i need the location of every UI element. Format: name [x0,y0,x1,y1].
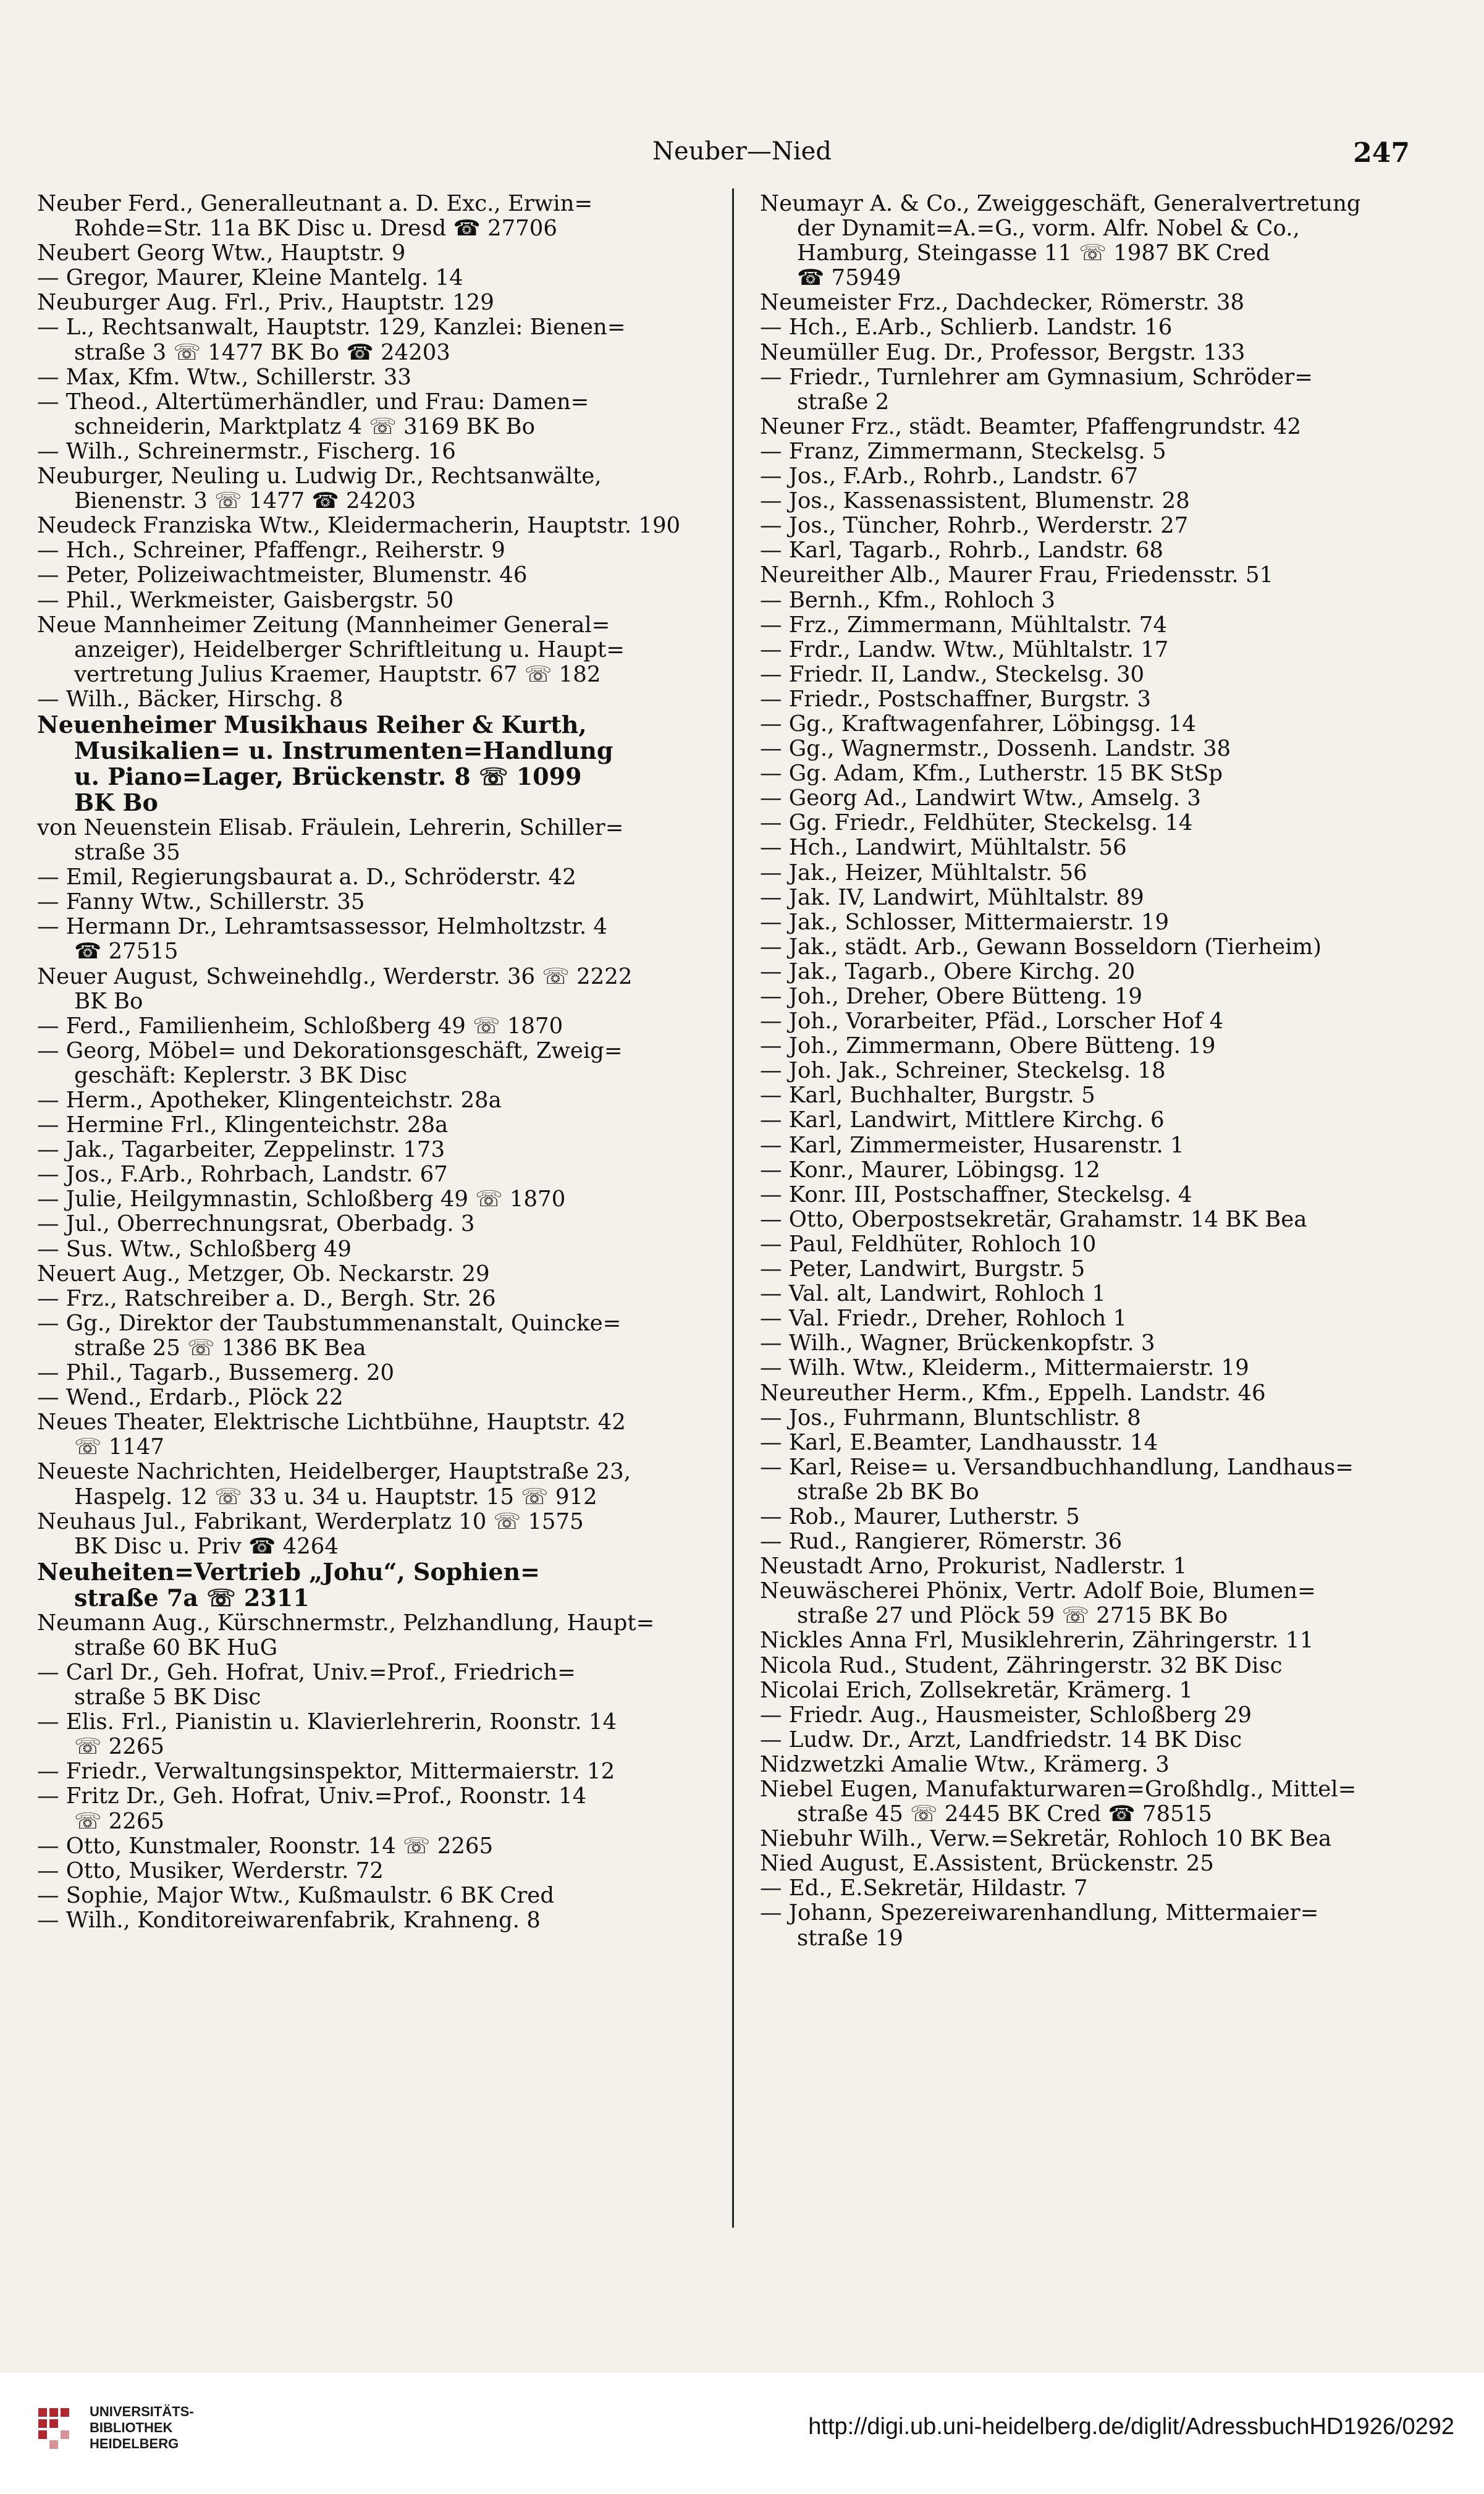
directory-entry [37,816,707,865]
directory-entry [37,865,707,890]
directory-entry [760,1306,1430,1331]
entry-line: — Theod., Altertümerhändler, und Frau: Damen= [37,389,589,415]
entry-line: — Peter, Landwirt, Burgstr. 5 [760,1256,1086,1282]
directory-entry [760,1431,1430,1455]
entry-line: — Elis. Frl., Pianistin u. Klavierlehrerin, Roonstr. 14 [37,1709,617,1735]
entry-line: — Hermine Frl., Klingenteichstr. 28a [37,1112,449,1138]
entry-line: — Ferd., Familienheim, Schloßberg 49 ☏ 1870 [37,1013,563,1039]
entry-line: Neudeck Franziska Wtw., Kleidermacherin, Hauptstr. 190 [37,513,681,539]
entry-line: — Georg Ad., Landwirt Wtw., Amselg. 3 [760,785,1201,811]
directory-entry [37,890,707,915]
entry-line: — Jak., städt. Arb., Gewann Bosseldorn (Tierheim) [760,934,1322,960]
entry-line: — Otto, Oberpostsekretär, Grahamstr. 14 BK Bea [760,1206,1307,1232]
directory-entry [760,886,1430,910]
entry-line: — Max, Kfm. Wtw., Schillerstr. 33 [37,364,411,390]
directory-entry [37,1212,707,1236]
entry-line: — Gg., Direktor der Taubstummenanstalt, Quincke= [37,1310,622,1336]
entry-line: — Gg. Adam, Kfm., Lutherstr. 15 BK StSp [760,761,1223,787]
directory-entry [37,1237,707,1262]
directory-entry [760,290,1430,315]
directory-entry [760,365,1430,415]
entry-line: Haspelg. 12 ☏ 33 u. 34 u. Hauptstr. 15 ☏ 912 [74,1484,597,1510]
directory-entry [760,1505,1430,1529]
directory-entry [760,1083,1430,1108]
entry-line: straße 5 BK Disc [74,1685,261,1710]
directory-entry [760,712,1430,737]
directory-entry [37,1559,707,1611]
entry-line: — Sophie, Major Wtw., Kußmaulstr. 6 BK Cred [37,1882,555,1908]
directory-entry [760,1554,1430,1579]
directory-entry [37,613,707,687]
directory-entry [760,1133,1430,1158]
entry-line: — Bernh., Kfm., Rohloch 3 [760,587,1055,613]
entry-line: Neues Theater, Elektrische Lichtbühne, Hauptstr. 42 [37,1410,626,1435]
entry-line: — Jos., Tüncher, Rohrb., Werderstr. 27 [760,513,1189,539]
entry-line: — Val. alt, Landwirt, Rohloch 1 [760,1281,1106,1307]
directory-entry [37,1510,707,1559]
entry-line: — Frz., Ratschreiber a. D., Bergh. Str. 26 [37,1285,496,1311]
right-column [760,192,1430,1951]
entry-line: — Friedr., Verwaltungsinspektor, Mittermaierstr. 12 [37,1759,615,1785]
entry-line: — Rob., Maurer, Lutherstr. 5 [760,1503,1080,1529]
entry-line: von Neuenstein Elisab. Fräulein, Lehrerin, Schiller= [37,814,624,840]
entry-line: — Wilh., Konditoreiwarenfabrik, Krahneng. 8 [37,1907,541,1933]
entry-line: Rohde=Str. 11a BK Disc u. Dresd ☎ 27706 [74,216,557,242]
entry-line: — Jak., Tagarbeiter, Zeppelinstr. 173 [37,1137,445,1163]
directory-entry [760,1529,1430,1554]
entry-line: Neueste Nachrichten, Heidelberger, Hauptstraße 23, [37,1459,631,1485]
entry-line: Nicola Rud., Student, Zähringerstr. 32 BK Disc [760,1652,1283,1678]
entry-line: straße 19 [797,1925,903,1951]
directory-entry [760,1455,1430,1505]
entry-line: straße 35 [74,840,180,866]
directory-entry [760,1207,1430,1232]
entry-line: — Gregor, Maurer, Kleine Mantelg. 14 [37,265,463,291]
entry-line: — L., Rechtsanwalt, Hauptstr. 129, Kanzlei: Bienen= [37,315,626,340]
entry-line: Neue Mannheimer Zeitung (Mannheimer General= [37,612,610,638]
entry-line: — Jos., F.Arb., Rohrbach, Landstr. 67 [37,1162,448,1188]
entry-line: Neuhaus Jul., Fabrikant, Werderplatz 10 ☏ 1575 [37,1508,584,1534]
directory-entry [37,1410,707,1460]
directory-entry [760,1257,1430,1282]
directory-entry [760,1579,1430,1628]
directory-entry [37,1088,707,1113]
directory-entry [37,1262,707,1287]
directory-entry [760,1827,1430,1851]
directory-entry [37,1908,707,1933]
directory-entry [760,811,1430,835]
entry-line: — Emil, Regierungsbaurat a. D., Schröderstr. 42 [37,864,576,890]
directory-entry [760,1356,1430,1380]
entry-line: — Gg., Kraftwagenfahrer, Löbingsg. 14 [760,711,1197,737]
entry-line: Neuber Ferd., Generalleutnant a. D. Exc., Erwin= [37,191,593,216]
entry-line: — Herm., Apotheker, Klingenteichstr. 28a [37,1088,502,1113]
entry-line: — Karl, Zimmermeister, Husarenstr. 1 [760,1132,1184,1158]
directory-entry [760,1777,1430,1827]
entry-line: — Georg, Möbel= und Dekorationsgeschäft, Zweig= [37,1038,623,1063]
entry-line: straße 45 ☏ 2445 BK Cred ☎ 78515 [797,1801,1212,1827]
entry-line: Niebuhr Wilh., Verw.=Sekretär, Rohloch 10 BK Bea [760,1826,1332,1852]
entry-line: — Karl, Tagarb., Rohrb., Landstr. 68 [760,538,1164,564]
directory-entry [760,1108,1430,1133]
entry-line: straße 27 und Plöck 59 ☏ 2715 BK Bo [797,1603,1228,1629]
entry-line: straße 60 BK HuG [74,1634,278,1660]
entry-line: Neumeister Frz., Dachdecker, Römerstr. 38 [760,290,1245,316]
entry-line: straße 7a ☏ 2311 [74,1583,310,1612]
entry-line: schneiderin, Marktplatz 4 ☏ 3169 BK Bo [74,413,535,439]
entry-line: — Frz., Zimmermann, Mühltalstr. 74 [760,612,1167,638]
directory-entry [37,266,707,290]
entry-line: Neuwäscherei Phönix, Vertr. Adolf Boie, Blumen= [760,1578,1316,1604]
directory-entry [760,1331,1430,1356]
directory-entry [37,588,707,613]
directory-entry [760,1059,1430,1083]
entry-line: — Rud., Rangierer, Römerstr. 36 [760,1529,1123,1555]
entry-line: straße 25 ☏ 1386 BK Bea [74,1335,366,1361]
entry-line: Bienenstr. 3 ☏ 1477 ☎ 24203 [74,488,416,514]
entry-line: — Hch., Schreiner, Pfaffengr., Reiherstr. 9 [37,538,505,564]
directory-entry [760,1158,1430,1183]
permalink-url[interactable]: http://digi.ub.uni-heidelberg.de/diglit/AdressbuchHD1926/0292 [808,2414,1454,2440]
entry-line: — Carl Dr., Geh. Hofrat, Univ.=Prof., Friedrich= [37,1659,576,1685]
entry-line: — Joh., Vorarbeiter, Pfäd., Lorscher Hof 4 [760,1008,1224,1034]
entry-line: — Jos., Fuhrmann, Bluntschlistr. 8 [760,1405,1141,1431]
column-divider [732,188,734,2228]
entry-line: straße 3 ☏ 1477 BK Bo ☎ 24203 [74,339,450,365]
university-logo-icon [37,2407,80,2450]
entry-line: Neuenheimer Musikhaus Reiher & Kurth, [37,710,587,738]
directory-entry [760,1876,1430,1901]
directory-entry [37,1039,707,1088]
entry-line: — Friedr., Postschaffner, Burgstr. 3 [760,686,1151,712]
directory-entry [760,1232,1430,1257]
entry-line: Neuner Frz., städt. Beamter, Pfaffengrundstr. 42 [760,413,1301,439]
entry-line: — Konr. III, Postschaffner, Steckelsg. 4 [760,1181,1192,1207]
directory-entry [760,613,1430,638]
directory-entry [37,315,707,365]
entry-line: Nidzwetzki Amalie Wtw., Krämerg. 3 [760,1751,1170,1777]
directory-entry [760,340,1430,365]
directory-entry [37,1361,707,1385]
entry-line: — Jak. IV, Landwirt, Mühltalstr. 89 [760,884,1144,910]
entry-line: ☏ 2265 [74,1808,165,1834]
entry-line: Neumayr A. & Co., Zweiggeschäft, Generalvertretung [760,191,1361,216]
directory-entry [760,415,1430,439]
directory-entry [760,315,1430,340]
directory-entry [760,984,1430,1009]
running-title: Neuber—Nied [652,137,832,166]
entry-line: — Phil., Tagarb., Bussemerg. 20 [37,1360,395,1386]
entry-line: — Julie, Heilgymnastin, Schloßberg 49 ☏ 1870 [37,1186,566,1212]
library-name-line: BIBLIOTHEK [90,2420,173,2435]
directory-entry [760,1678,1430,1703]
entry-line: — Friedr. II, Landw., Steckelsg. 30 [760,661,1145,687]
entry-line: — Fritz Dr., Geh. Hofrat, Univ.=Prof., Roonstr. 14 [37,1783,587,1809]
directory-entry [760,786,1430,811]
entry-line: — Joh. Jak., Schreiner, Steckelsg. 18 [760,1058,1166,1084]
directory-entry [37,1014,707,1039]
entry-line: — Fanny Wtw., Schillerstr. 35 [37,889,365,915]
entry-line: Nickles Anna Frl, Musiklehrerin, Zähringerstr. 11 [760,1628,1314,1654]
entry-line: — Konr., Maurer, Löbingsg. 12 [760,1157,1100,1183]
library-name [90,2404,194,2452]
directory-entry [37,464,707,514]
entry-line: geschäft: Keplerstr. 3 BK Disc [74,1062,407,1088]
footer-bar [0,2373,1484,2494]
entry-line: Hamburg, Steingasse 11 ☏ 1987 BK Cred [797,240,1270,266]
directory-entry [37,1385,707,1410]
directory-entry [37,1187,707,1212]
entry-line: — Franz, Zimmermann, Steckelsg. 5 [760,438,1166,464]
entry-line: Neustadt Arno, Prokurist, Nadlerstr. 1 [760,1553,1187,1579]
directory-entry [37,1759,707,1784]
directory-entry [37,1784,707,1833]
entry-line: — Phil., Werkmeister, Gaisbergstr. 50 [37,587,454,613]
entry-line: anzeiger), Heidelberger Schriftleitung u. Haupt= [74,636,625,662]
entry-line: — Frdr., Landw. Wtw., Mühltalstr. 17 [760,636,1169,662]
entry-line: — Gg., Wagnermstr., Dossenh. Landstr. 38 [760,736,1231,762]
entry-line: — Val. Friedr., Dreher, Rohloch 1 [760,1306,1128,1332]
directory-entry [760,1728,1430,1752]
directory-entry [37,1460,707,1509]
entry-line: Nied August, E.Assistent, Brückenstr. 25 [760,1851,1214,1877]
directory-entry [37,1710,707,1759]
entry-line: Neureuther Herm., Kfm., Eppelh. Landstr. 46 [760,1380,1266,1406]
directory-entry [760,1703,1430,1728]
entry-line: — Friedr., Turnlehrer am Gymnasium, Schröder= [760,364,1313,390]
entry-line: — Jos., F.Arb., Rohrb., Landstr. 67 [760,463,1139,489]
directory-entry [760,464,1430,489]
directory-entry [37,290,707,315]
directory-entry [37,514,707,538]
page-header [37,137,1447,174]
left-column [37,192,707,1933]
directory-entry [760,662,1430,687]
entry-line: — Hermann Dr., Lehramtsassessor, Helmholtzstr. 4 [37,914,607,940]
entry-line: Neumüller Eug. Dr., Professor, Bergstr. 133 [760,339,1246,365]
entry-line: — Karl, Landwirt, Mittlere Kirchg. 6 [760,1107,1165,1133]
entry-line: vertretung Julius Kraemer, Hauptstr. 67 ☏ 182 [74,661,601,687]
entry-line: — Karl, Buchhalter, Burgstr. 5 [760,1083,1095,1109]
entry-line: der Dynamit=A.=G., vorm. Alfr. Nobel & Co., [797,216,1300,242]
entry-line: Neumann Aug., Kürschnermstr., Pelzhandlung, Haupt= [37,1610,655,1636]
entry-line: Neuer August, Schweinehdlg., Werderstr. 36 ☏ 2222 [37,963,633,989]
directory-entry [37,1611,707,1660]
directory-entry [37,687,707,712]
entry-line: — Jak., Tagarb., Obere Kirchg. 20 [760,958,1136,984]
directory-entry [37,538,707,563]
directory-entry [37,1883,707,1908]
directory-entry [760,1752,1430,1777]
directory-entry [760,687,1430,712]
directory-entry [760,1654,1430,1678]
entry-line: — Wilh., Schreinermstr., Fischerg. 16 [37,438,456,464]
entry-line: ☏ 2265 [74,1734,165,1760]
entry-line: — Jak., Heizer, Mühltalstr. 56 [760,860,1087,886]
entry-line: Neureither Alb., Maurer Frau, Friedensstr. 51 [760,562,1274,588]
directory-entry [37,1113,707,1138]
entry-line: — Johann, Spezereiwarenhandlung, Mittermaier= [760,1900,1319,1926]
entry-line: — Otto, Kunstmaler, Roonstr. 14 ☏ 2265 [37,1833,494,1859]
entry-line: BK Bo [74,988,143,1014]
entry-line: — Jak., Schlosser, Mittermaierstr. 19 [760,909,1170,935]
library-name-line: HEIDELBERG [90,2436,179,2451]
entry-line: — Ed., E.Sekretär, Hildastr. 7 [760,1875,1088,1901]
entry-line: — Otto, Musiker, Werderstr. 72 [37,1858,384,1883]
page-number: 247 [1353,137,1410,169]
entry-line: — Hch., E.Arb., Schlierb. Landstr. 16 [760,315,1173,340]
entry-line: — Hch., Landwirt, Mühltalstr. 56 [760,835,1127,861]
directory-entry [760,935,1430,960]
entry-line: — Wilh., Bäcker, Hirschg. 8 [37,686,344,712]
directory-entry [37,1834,707,1859]
entry-line: — Jul., Oberrechnungsrat, Oberbadg. 3 [37,1211,475,1237]
entry-line: — Jos., Kassenassistent, Blumenstr. 28 [760,488,1190,514]
entry-line: Nicolai Erich, Zollsekretär, Krämerg. 1 [760,1677,1194,1703]
entry-line: — Gg. Friedr., Feldhüter, Steckelsg. 14 [760,810,1193,836]
entry-line: straße 2b BK Bo [797,1479,979,1505]
directory-entry [760,1406,1430,1431]
directory-entry [760,538,1430,563]
directory-entry [760,1381,1430,1406]
directory-entry [37,1859,707,1883]
entry-line: — Karl, Reise= u. Versandbuchhandlung, Landhaus= [760,1454,1354,1480]
entry-line: Neuheiten=Vertrieb „Johu“, Sophien= [37,1557,540,1586]
directory-entry [760,1282,1430,1306]
directory-entry [37,1660,707,1710]
directory-entry [37,390,707,439]
entry-line: BK Bo [74,788,158,816]
directory-entry [37,965,707,1014]
directory-entry [760,439,1430,464]
directory-entry [760,1009,1430,1034]
entry-line: Neuert Aug., Metzger, Ob. Neckarstr. 29 [37,1261,490,1287]
library-name-line: UNIVERSITÄTS- [90,2404,194,2419]
entry-line: Neuburger Aug. Frl., Priv., Hauptstr. 129 [37,290,494,316]
entry-line: — Paul, Feldhüter, Rohloch 10 [760,1231,1097,1257]
directory-entry [760,514,1430,538]
entry-line: u. Piano=Lager, Brückenstr. 8 ☏ 1099 [74,762,582,790]
directory-entry [760,489,1430,514]
directory-entry [37,1162,707,1187]
directory-entry [37,563,707,588]
directory-entry [37,1138,707,1162]
directory-entry [760,960,1430,984]
directory-entry [760,737,1430,761]
directory-entry [760,638,1430,662]
entry-line: ☎ 75949 [797,265,901,291]
entry-line: ☎ 27515 [74,939,179,965]
entry-line: — Wilh. Wtw., Kleiderm., Mittermaierstr. 19 [760,1355,1249,1381]
directory-entry [760,192,1430,290]
directory-entry [760,1183,1430,1207]
entry-line: — Wilh., Wagner, Brückenkopfstr. 3 [760,1330,1155,1356]
directory-entry [760,910,1430,935]
directory-entry [760,588,1430,613]
entry-line: Neuburger, Neuling u. Ludwig Dr., Rechtsanwälte, [37,463,602,489]
directory-entry [37,712,707,816]
directory-entry [760,861,1430,886]
entry-line: — Sus. Wtw., Schloßberg 49 [37,1236,352,1262]
directory-entry [760,835,1430,860]
directory-entry [37,192,707,241]
directory-entry [760,1034,1430,1059]
entry-line: — Peter, Polizeiwachtmeister, Blumenstr. 46 [37,562,528,588]
entry-line: BK Disc u. Priv ☎ 4264 [74,1533,339,1559]
entry-line: Neubert Georg Wtw., Hauptstr. 9 [37,240,406,266]
directory-entry [37,365,707,390]
entry-line: straße 2 [797,389,890,415]
directory-entry [37,241,707,266]
directory-entry [760,761,1430,786]
directory-entry [760,1851,1430,1876]
entry-line: — Karl, E.Beamter, Landhausstr. 14 [760,1429,1158,1455]
entry-line: Niebel Eugen, Manufakturwaren=Großhdlg., Mittel= [760,1777,1357,1802]
entry-line: — Wend., Erdarb., Plöck 22 [37,1385,344,1411]
directory-entry [37,915,707,964]
entry-line: — Ludw. Dr., Arzt, Landfriedstr. 14 BK Disc [760,1727,1242,1752]
directory-entry [37,439,707,464]
directory-entry [760,1628,1430,1653]
entry-line: — Friedr. Aug., Hausmeister, Schloßberg 29 [760,1702,1252,1728]
directory-entry [37,1311,707,1361]
directory-entry [37,1287,707,1311]
entry-line: Musikalien= u. Instrumenten=Handlung [74,736,613,764]
directory-entry [760,563,1430,588]
directory-entry [760,1901,1430,1950]
entry-line: — Joh., Dreher, Obere Bütteng. 19 [760,984,1142,1009]
entry-line: ☏ 1147 [74,1434,165,1460]
entry-line: — Joh., Zimmermann, Obere Bütteng. 19 [760,1033,1216,1059]
